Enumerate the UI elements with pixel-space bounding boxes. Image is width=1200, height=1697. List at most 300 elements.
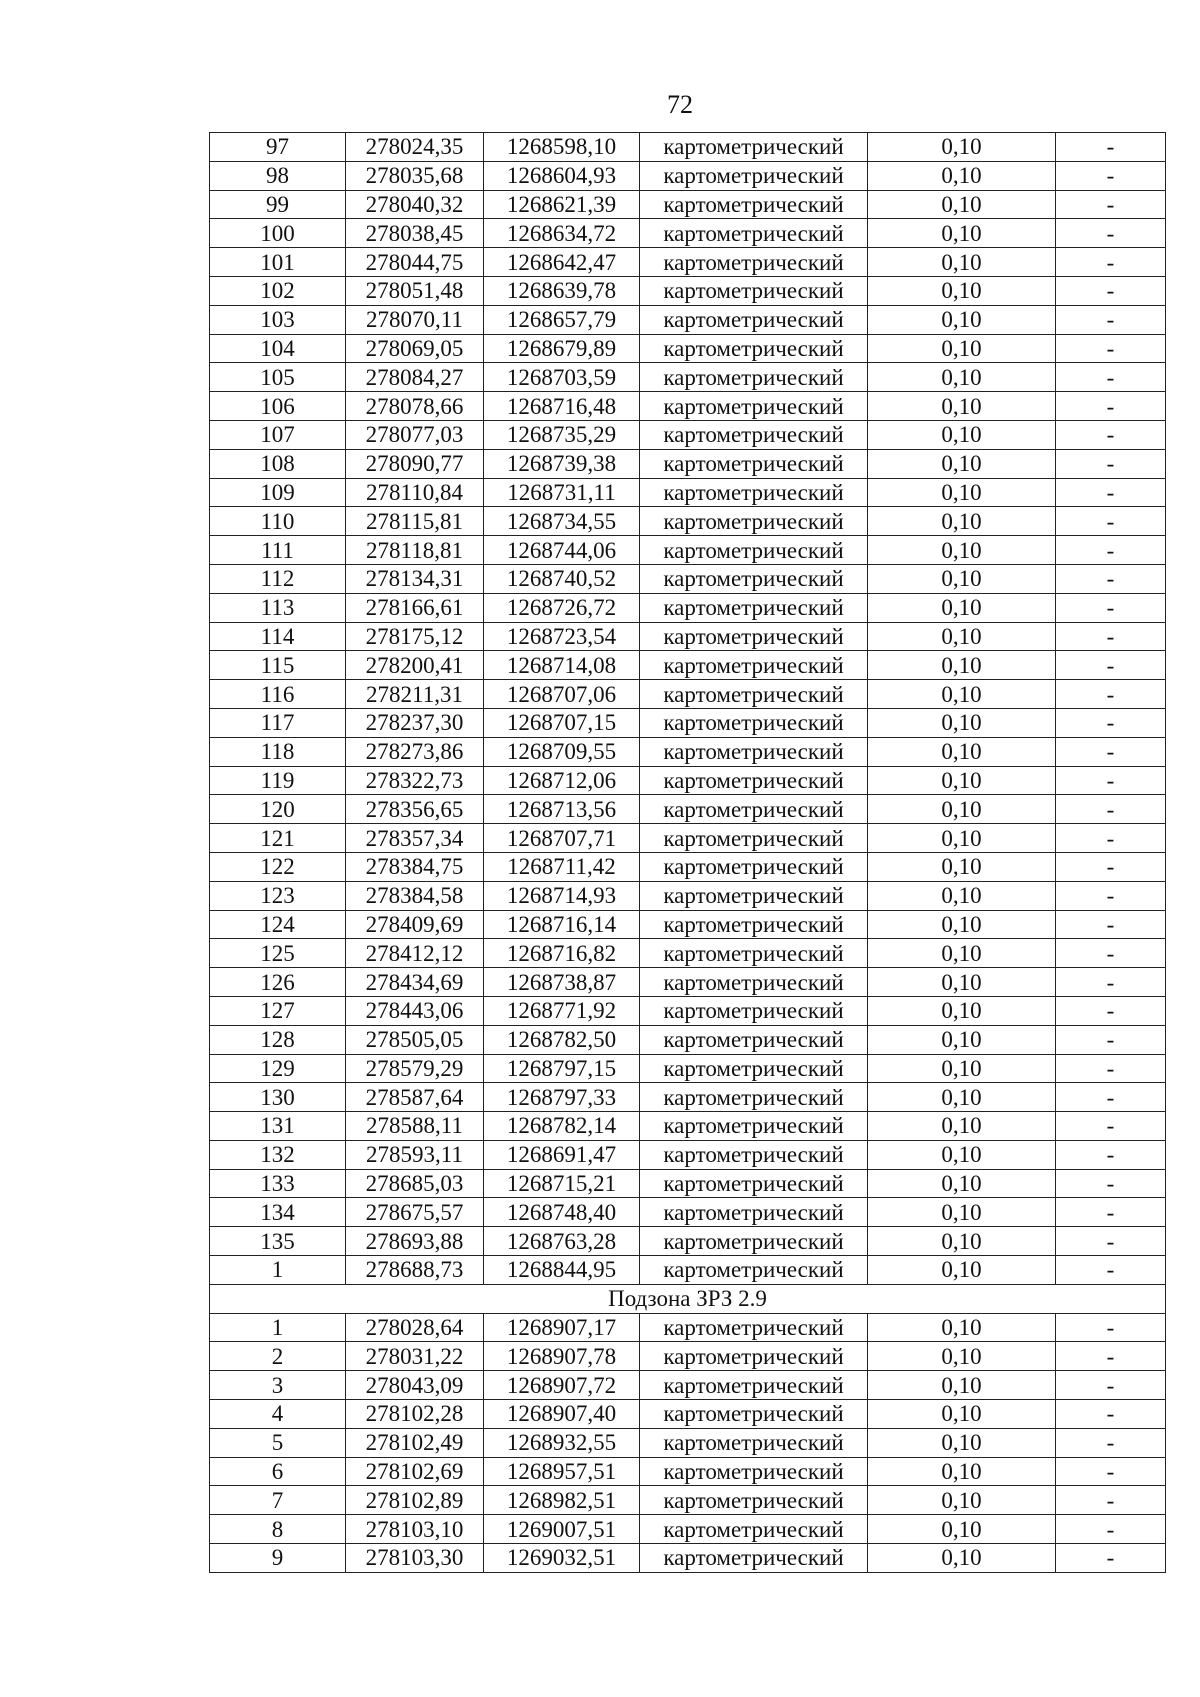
- y-coordinate-cell: 1268907,72: [484, 1371, 640, 1400]
- accuracy-cell: 0,10: [868, 1198, 1056, 1227]
- method-cell: картометрический: [640, 1169, 868, 1198]
- y-coordinate-cell: 1268598,10: [484, 133, 640, 162]
- point-number-cell: 120: [210, 795, 346, 824]
- x-coordinate-cell: 278070,11: [346, 305, 484, 334]
- table-row: [210, 1025, 1166, 1054]
- y-coordinate-cell: 1268797,15: [484, 1054, 640, 1083]
- accuracy-cell: 0,10: [868, 1169, 1056, 1198]
- y-coordinate-cell: 1268734,55: [484, 507, 640, 536]
- y-coordinate-cell: 1268763,28: [484, 1227, 640, 1256]
- note-cell: -: [1056, 1169, 1166, 1198]
- accuracy-cell: 0,10: [868, 1083, 1056, 1112]
- x-coordinate-cell: 278579,29: [346, 1054, 484, 1083]
- note-cell: -: [1056, 449, 1166, 478]
- accuracy-cell: 0,10: [868, 680, 1056, 709]
- method-cell: картометрический: [640, 334, 868, 363]
- table-row: [210, 939, 1166, 968]
- method-cell: картометрический: [640, 1313, 868, 1342]
- table-row: [210, 1083, 1166, 1112]
- table-row: [210, 910, 1166, 939]
- note-cell: -: [1056, 507, 1166, 536]
- point-number-cell: 128: [210, 1025, 346, 1054]
- note-cell: -: [1056, 852, 1166, 881]
- y-coordinate-cell: 1268703,59: [484, 363, 640, 392]
- x-coordinate-cell: 278102,69: [346, 1457, 484, 1486]
- y-coordinate-cell: 1268679,89: [484, 334, 640, 363]
- method-cell: картометрический: [640, 1140, 868, 1169]
- accuracy-cell: 0,10: [868, 363, 1056, 392]
- x-coordinate-cell: 278384,58: [346, 881, 484, 910]
- x-coordinate-cell: 278675,57: [346, 1198, 484, 1227]
- x-coordinate-cell: 278587,64: [346, 1083, 484, 1112]
- method-cell: картометрический: [640, 507, 868, 536]
- y-coordinate-cell: 1268691,47: [484, 1140, 640, 1169]
- y-coordinate-cell: 1268634,72: [484, 219, 640, 248]
- accuracy-cell: 0,10: [868, 1054, 1056, 1083]
- y-coordinate-cell: 1268907,40: [484, 1400, 640, 1429]
- method-cell: картометрический: [640, 363, 868, 392]
- x-coordinate-cell: 278035,68: [346, 161, 484, 190]
- x-coordinate-cell: 278685,03: [346, 1169, 484, 1198]
- x-coordinate-cell: 278412,12: [346, 939, 484, 968]
- y-coordinate-cell: 1268707,06: [484, 680, 640, 709]
- accuracy-cell: 0,10: [868, 507, 1056, 536]
- table-row: [210, 564, 1166, 593]
- accuracy-cell: 0,10: [868, 852, 1056, 881]
- point-number-cell: 121: [210, 824, 346, 853]
- method-cell: картометрический: [640, 1227, 868, 1256]
- accuracy-cell: 0,10: [868, 478, 1056, 507]
- y-coordinate-cell: 1268712,06: [484, 766, 640, 795]
- y-coordinate-cell: 1268844,95: [484, 1256, 640, 1285]
- point-number-cell: 103: [210, 305, 346, 334]
- x-coordinate-cell: 278028,64: [346, 1313, 484, 1342]
- note-cell: -: [1056, 133, 1166, 162]
- accuracy-cell: 0,10: [868, 737, 1056, 766]
- point-number-cell: 110: [210, 507, 346, 536]
- x-coordinate-cell: 278051,48: [346, 276, 484, 305]
- note-cell: -: [1056, 968, 1166, 997]
- x-coordinate-cell: 278593,11: [346, 1140, 484, 1169]
- table-row: [210, 161, 1166, 190]
- point-number-cell: 1: [210, 1256, 346, 1285]
- method-cell: картометрический: [640, 1342, 868, 1371]
- x-coordinate-cell: 278443,06: [346, 996, 484, 1025]
- accuracy-cell: 0,10: [868, 651, 1056, 680]
- table-row: [210, 766, 1166, 795]
- table-row: [210, 622, 1166, 651]
- accuracy-cell: 0,10: [868, 1227, 1056, 1256]
- point-number-cell: 108: [210, 449, 346, 478]
- y-coordinate-cell: 1268714,08: [484, 651, 640, 680]
- point-number-cell: 106: [210, 392, 346, 421]
- point-number-cell: 111: [210, 536, 346, 565]
- method-cell: картометрический: [640, 1544, 868, 1573]
- point-number-cell: 6: [210, 1457, 346, 1486]
- y-coordinate-cell: 1268740,52: [484, 564, 640, 593]
- method-cell: картометрический: [640, 1515, 868, 1544]
- x-coordinate-cell: 278357,34: [346, 824, 484, 853]
- point-number-cell: 135: [210, 1227, 346, 1256]
- method-cell: картометрический: [640, 593, 868, 622]
- y-coordinate-cell: 1268932,55: [484, 1428, 640, 1457]
- accuracy-cell: 0,10: [868, 766, 1056, 795]
- accuracy-cell: 0,10: [868, 593, 1056, 622]
- x-coordinate-cell: 278031,22: [346, 1342, 484, 1371]
- method-cell: картометрический: [640, 248, 868, 277]
- point-number-cell: 126: [210, 968, 346, 997]
- point-number-cell: 127: [210, 996, 346, 1025]
- accuracy-cell: 0,10: [868, 334, 1056, 363]
- y-coordinate-cell: 1268707,71: [484, 824, 640, 853]
- note-cell: -: [1056, 824, 1166, 853]
- note-cell: -: [1056, 1342, 1166, 1371]
- table-row: [210, 996, 1166, 1025]
- note-cell: -: [1056, 1256, 1166, 1285]
- x-coordinate-cell: 278044,75: [346, 248, 484, 277]
- x-coordinate-cell: 278693,88: [346, 1227, 484, 1256]
- accuracy-cell: 0,10: [868, 1313, 1056, 1342]
- method-cell: картометрический: [640, 478, 868, 507]
- y-coordinate-cell: 1269032,51: [484, 1544, 640, 1573]
- y-coordinate-cell: 1268744,06: [484, 536, 640, 565]
- note-cell: -: [1056, 1054, 1166, 1083]
- accuracy-cell: 0,10: [868, 881, 1056, 910]
- note-cell: -: [1056, 1428, 1166, 1457]
- table-row: [210, 1256, 1166, 1285]
- note-cell: -: [1056, 910, 1166, 939]
- method-cell: картометрический: [640, 161, 868, 190]
- note-cell: -: [1056, 1198, 1166, 1227]
- note-cell: -: [1056, 219, 1166, 248]
- y-coordinate-cell: 1268713,56: [484, 795, 640, 824]
- point-number-cell: 1: [210, 1313, 346, 1342]
- method-cell: картометрический: [640, 708, 868, 737]
- note-cell: -: [1056, 190, 1166, 219]
- point-number-cell: 101: [210, 248, 346, 277]
- method-cell: картометрический: [640, 133, 868, 162]
- table-row: [210, 133, 1166, 162]
- x-coordinate-cell: 278115,81: [346, 507, 484, 536]
- method-cell: картометрический: [640, 968, 868, 997]
- point-number-cell: 5: [210, 1428, 346, 1457]
- method-cell: картометрический: [640, 190, 868, 219]
- x-coordinate-cell: 278102,49: [346, 1428, 484, 1457]
- point-number-cell: 100: [210, 219, 346, 248]
- table-row: [210, 708, 1166, 737]
- accuracy-cell: 0,10: [868, 161, 1056, 190]
- y-coordinate-cell: 1268797,33: [484, 1083, 640, 1112]
- note-cell: -: [1056, 680, 1166, 709]
- accuracy-cell: 0,10: [868, 1025, 1056, 1054]
- point-number-cell: 109: [210, 478, 346, 507]
- table-row: [210, 1486, 1166, 1515]
- note-cell: -: [1056, 1140, 1166, 1169]
- y-coordinate-cell: 1268748,40: [484, 1198, 640, 1227]
- method-cell: картометрический: [640, 1371, 868, 1400]
- table-row: [210, 1342, 1166, 1371]
- method-cell: картометрический: [640, 219, 868, 248]
- x-coordinate-cell: 278103,10: [346, 1515, 484, 1544]
- table-row: [210, 795, 1166, 824]
- y-coordinate-cell: 1268657,79: [484, 305, 640, 334]
- section-title: Подзона ЗРЗ 2.9: [210, 1284, 1166, 1313]
- note-cell: -: [1056, 795, 1166, 824]
- method-cell: картометрический: [640, 1198, 868, 1227]
- accuracy-cell: 0,10: [868, 622, 1056, 651]
- method-cell: картометрический: [640, 305, 868, 334]
- table-row: [210, 1169, 1166, 1198]
- note-cell: -: [1056, 420, 1166, 449]
- note-cell: -: [1056, 248, 1166, 277]
- y-coordinate-cell: 1268782,50: [484, 1025, 640, 1054]
- point-number-cell: 102: [210, 276, 346, 305]
- point-number-cell: 7: [210, 1486, 346, 1515]
- accuracy-cell: 0,10: [868, 996, 1056, 1025]
- note-cell: -: [1056, 939, 1166, 968]
- point-number-cell: 97: [210, 133, 346, 162]
- point-number-cell: 4: [210, 1400, 346, 1429]
- x-coordinate-cell: 278043,09: [346, 1371, 484, 1400]
- method-cell: картометрический: [640, 536, 868, 565]
- x-coordinate-cell: 278434,69: [346, 968, 484, 997]
- note-cell: -: [1056, 996, 1166, 1025]
- note-cell: -: [1056, 651, 1166, 680]
- table-row: [210, 536, 1166, 565]
- method-cell: картометрический: [640, 276, 868, 305]
- x-coordinate-cell: 278102,89: [346, 1486, 484, 1515]
- y-coordinate-cell: 1268739,38: [484, 449, 640, 478]
- accuracy-cell: 0,10: [868, 1256, 1056, 1285]
- note-cell: -: [1056, 1400, 1166, 1429]
- method-cell: картометрический: [640, 1256, 868, 1285]
- point-number-cell: 99: [210, 190, 346, 219]
- x-coordinate-cell: 278102,28: [346, 1400, 484, 1429]
- point-number-cell: 112: [210, 564, 346, 593]
- point-number-cell: 124: [210, 910, 346, 939]
- note-cell: -: [1056, 1515, 1166, 1544]
- table-row: [210, 593, 1166, 622]
- x-coordinate-cell: 278356,65: [346, 795, 484, 824]
- table-row: [210, 248, 1166, 277]
- y-coordinate-cell: 1268726,72: [484, 593, 640, 622]
- table-row: [210, 478, 1166, 507]
- x-coordinate-cell: 278090,77: [346, 449, 484, 478]
- y-coordinate-cell: 1268707,15: [484, 708, 640, 737]
- point-number-cell: 125: [210, 939, 346, 968]
- note-cell: -: [1056, 1025, 1166, 1054]
- note-cell: -: [1056, 1112, 1166, 1141]
- x-coordinate-cell: 278273,86: [346, 737, 484, 766]
- y-coordinate-cell: 1268639,78: [484, 276, 640, 305]
- accuracy-cell: 0,10: [868, 1515, 1056, 1544]
- point-number-cell: 132: [210, 1140, 346, 1169]
- table-row: [210, 190, 1166, 219]
- y-coordinate-cell: 1268604,93: [484, 161, 640, 190]
- accuracy-cell: 0,10: [868, 248, 1056, 277]
- x-coordinate-cell: 278069,05: [346, 334, 484, 363]
- y-coordinate-cell: 1268731,11: [484, 478, 640, 507]
- accuracy-cell: 0,10: [868, 305, 1056, 334]
- accuracy-cell: 0,10: [868, 1457, 1056, 1486]
- y-coordinate-cell: 1268907,78: [484, 1342, 640, 1371]
- note-cell: -: [1056, 1313, 1166, 1342]
- note-cell: -: [1056, 881, 1166, 910]
- note-cell: -: [1056, 1544, 1166, 1573]
- method-cell: картометрический: [640, 881, 868, 910]
- accuracy-cell: 0,10: [868, 1544, 1056, 1573]
- accuracy-cell: 0,10: [868, 824, 1056, 853]
- method-cell: картометрический: [640, 1428, 868, 1457]
- point-number-cell: 114: [210, 622, 346, 651]
- table-row: [210, 1227, 1166, 1256]
- method-cell: картометрический: [640, 737, 868, 766]
- accuracy-cell: 0,10: [868, 1140, 1056, 1169]
- accuracy-cell: 0,10: [868, 1371, 1056, 1400]
- x-coordinate-cell: 278134,31: [346, 564, 484, 593]
- y-coordinate-cell: 1268716,48: [484, 392, 640, 421]
- x-coordinate-cell: 278078,66: [346, 392, 484, 421]
- x-coordinate-cell: 278409,69: [346, 910, 484, 939]
- method-cell: картометрический: [640, 996, 868, 1025]
- table-row: [210, 1198, 1166, 1227]
- method-cell: картометрический: [640, 766, 868, 795]
- point-number-cell: 123: [210, 881, 346, 910]
- note-cell: -: [1056, 1083, 1166, 1112]
- x-coordinate-cell: 278166,61: [346, 593, 484, 622]
- x-coordinate-cell: 278084,27: [346, 363, 484, 392]
- note-cell: -: [1056, 1457, 1166, 1486]
- accuracy-cell: 0,10: [868, 1400, 1056, 1429]
- note-cell: -: [1056, 478, 1166, 507]
- point-number-cell: 133: [210, 1169, 346, 1198]
- point-number-cell: 2: [210, 1342, 346, 1371]
- table-row: [210, 651, 1166, 680]
- table-row: [210, 680, 1166, 709]
- x-coordinate-cell: 278110,84: [346, 478, 484, 507]
- accuracy-cell: 0,10: [868, 1342, 1056, 1371]
- table-row: [210, 1112, 1166, 1141]
- x-coordinate-cell: 278175,12: [346, 622, 484, 651]
- point-number-cell: 9: [210, 1544, 346, 1573]
- x-coordinate-cell: 278118,81: [346, 536, 484, 565]
- x-coordinate-cell: 278505,05: [346, 1025, 484, 1054]
- y-coordinate-cell: 1268716,14: [484, 910, 640, 939]
- table-row: [210, 737, 1166, 766]
- method-cell: картометрический: [640, 1457, 868, 1486]
- note-cell: -: [1056, 1486, 1166, 1515]
- method-cell: картометрический: [640, 824, 868, 853]
- point-number-cell: 130: [210, 1083, 346, 1112]
- method-cell: картометрический: [640, 420, 868, 449]
- y-coordinate-cell: 1268771,92: [484, 996, 640, 1025]
- y-coordinate-cell: 1268723,54: [484, 622, 640, 651]
- x-coordinate-cell: 278211,31: [346, 680, 484, 709]
- point-number-cell: 105: [210, 363, 346, 392]
- point-number-cell: 129: [210, 1054, 346, 1083]
- method-cell: картометрический: [640, 1112, 868, 1141]
- method-cell: картометрический: [640, 680, 868, 709]
- y-coordinate-cell: 1268709,55: [484, 737, 640, 766]
- accuracy-cell: 0,10: [868, 939, 1056, 968]
- section-row: [210, 1284, 1166, 1313]
- x-coordinate-cell: 278024,35: [346, 133, 484, 162]
- note-cell: -: [1056, 305, 1166, 334]
- y-coordinate-cell: 1268782,14: [484, 1112, 640, 1141]
- table-row: [210, 1428, 1166, 1457]
- accuracy-cell: 0,10: [868, 968, 1056, 997]
- point-number-cell: 119: [210, 766, 346, 795]
- coordinates-table: [209, 132, 1166, 1573]
- point-number-cell: 116: [210, 680, 346, 709]
- table-row: [210, 420, 1166, 449]
- y-coordinate-cell: 1268711,42: [484, 852, 640, 881]
- method-cell: картометрический: [640, 1400, 868, 1429]
- note-cell: -: [1056, 1227, 1166, 1256]
- point-number-cell: 118: [210, 737, 346, 766]
- accuracy-cell: 0,10: [868, 133, 1056, 162]
- accuracy-cell: 0,10: [868, 564, 1056, 593]
- method-cell: картометрический: [640, 910, 868, 939]
- method-cell: картометрический: [640, 939, 868, 968]
- method-cell: картометрический: [640, 622, 868, 651]
- point-number-cell: 122: [210, 852, 346, 881]
- method-cell: картометрический: [640, 795, 868, 824]
- note-cell: -: [1056, 622, 1166, 651]
- x-coordinate-cell: 278040,32: [346, 190, 484, 219]
- y-coordinate-cell: 1268642,47: [484, 248, 640, 277]
- method-cell: картометрический: [640, 1083, 868, 1112]
- y-coordinate-cell: 1268957,51: [484, 1457, 640, 1486]
- accuracy-cell: 0,10: [868, 1112, 1056, 1141]
- point-number-cell: 113: [210, 593, 346, 622]
- table-row: [210, 392, 1166, 421]
- note-cell: -: [1056, 392, 1166, 421]
- note-cell: -: [1056, 536, 1166, 565]
- point-number-cell: 98: [210, 161, 346, 190]
- table-row: [210, 305, 1166, 334]
- accuracy-cell: 0,10: [868, 190, 1056, 219]
- table-row: [210, 852, 1166, 881]
- note-cell: -: [1056, 708, 1166, 737]
- note-cell: -: [1056, 593, 1166, 622]
- method-cell: картометрический: [640, 651, 868, 680]
- y-coordinate-cell: 1268716,82: [484, 939, 640, 968]
- point-number-cell: 104: [210, 334, 346, 363]
- x-coordinate-cell: 278200,41: [346, 651, 484, 680]
- x-coordinate-cell: 278038,45: [346, 219, 484, 248]
- note-cell: -: [1056, 564, 1166, 593]
- table-row: [210, 363, 1166, 392]
- x-coordinate-cell: 278237,30: [346, 708, 484, 737]
- table-row: [210, 276, 1166, 305]
- x-coordinate-cell: 278384,75: [346, 852, 484, 881]
- method-cell: картометрический: [640, 1486, 868, 1515]
- note-cell: -: [1056, 363, 1166, 392]
- method-cell: картометрический: [640, 564, 868, 593]
- note-cell: -: [1056, 276, 1166, 305]
- accuracy-cell: 0,10: [868, 1486, 1056, 1515]
- note-cell: -: [1056, 334, 1166, 363]
- accuracy-cell: 0,10: [868, 910, 1056, 939]
- x-coordinate-cell: 278588,11: [346, 1112, 484, 1141]
- point-number-cell: 131: [210, 1112, 346, 1141]
- x-coordinate-cell: 278688,73: [346, 1256, 484, 1285]
- table-row: [210, 824, 1166, 853]
- point-number-cell: 117: [210, 708, 346, 737]
- method-cell: картометрический: [640, 449, 868, 478]
- coordinates-table-body: [210, 133, 1166, 1573]
